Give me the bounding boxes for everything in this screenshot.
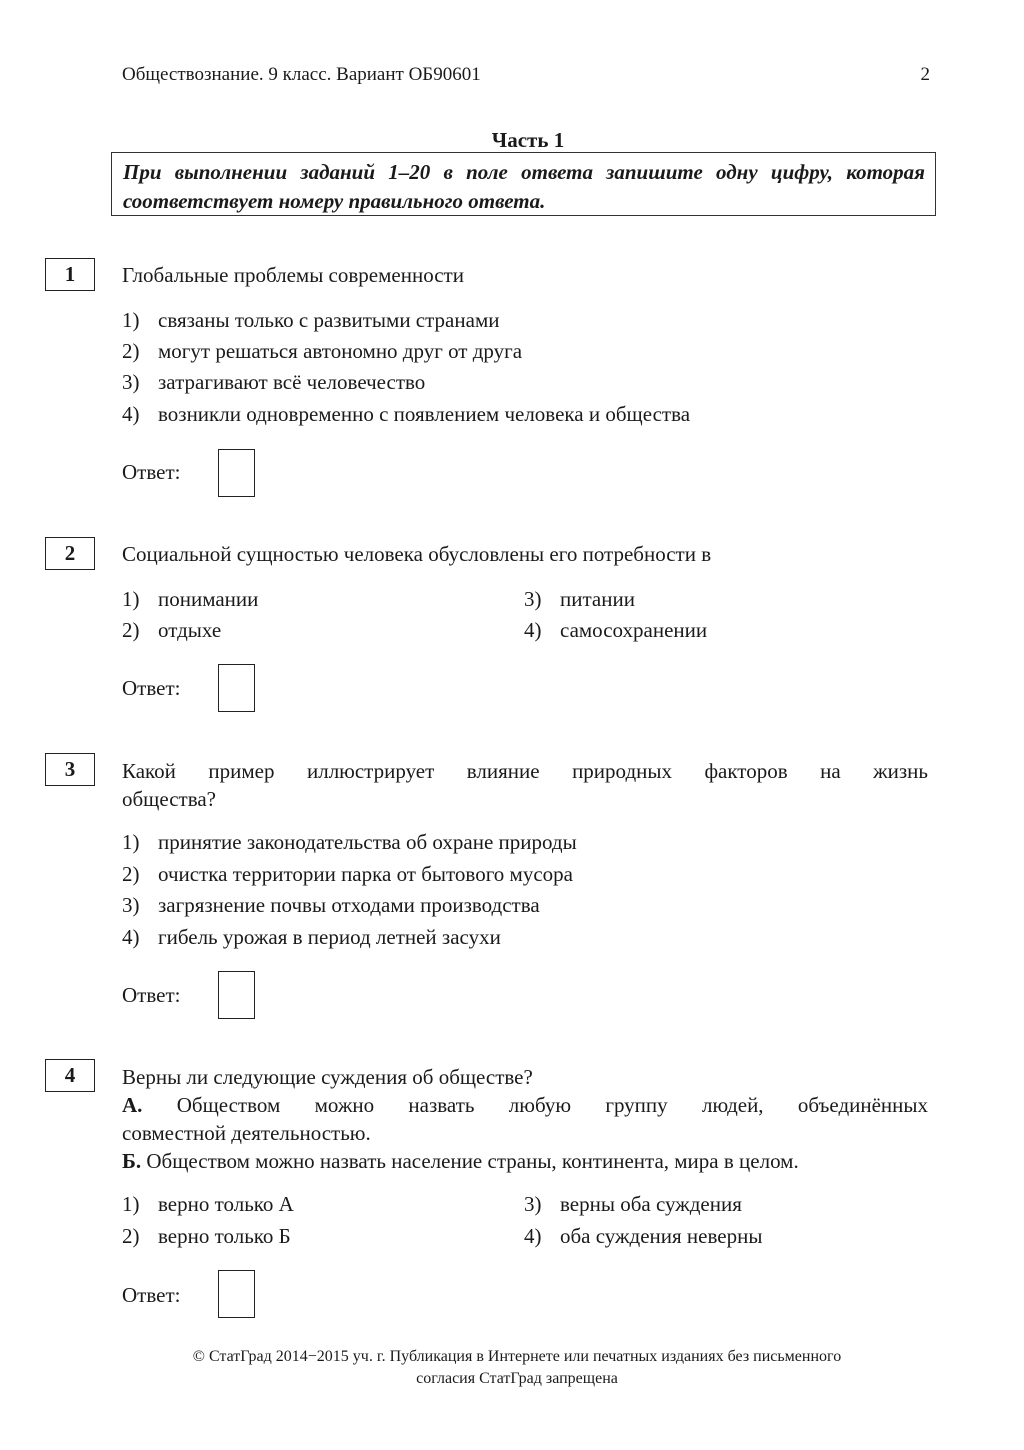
option-3-1 [122,828,577,856]
answer-box-4[interactable] [218,1270,255,1318]
option-number: 1) [122,1192,140,1216]
option-text: затрагивают всё человечество [158,370,426,394]
question-number-3: 3 [45,753,95,786]
option-4-1 [122,1190,294,1218]
question-number-2: 2 [45,537,95,570]
option-number: 4) [524,1224,542,1248]
option-number: 2) [122,1224,140,1248]
option-text: понимании [158,587,259,611]
option-number: 2) [122,862,140,886]
option-text: верны оба суждения [560,1192,742,1216]
option-text: оба суждения неверны [560,1224,763,1248]
option-4-4 [524,1222,762,1250]
option-2-4 [524,616,707,644]
option-number: 3) [524,1192,542,1216]
option-text: гибель урожая в период летней засухи [158,925,501,949]
option-3-2 [122,860,573,888]
option-number: 1) [122,587,140,611]
instructions-box: При выполнении заданий 1–20 в поле ответа запишите одну цифру, которая соответствует номеру правильного ответа. [111,152,936,216]
option-text: верно только А [158,1192,294,1216]
answer-label-1: Ответ: [122,460,181,484]
option-number: 4) [122,925,140,949]
option-number: 1) [122,830,140,854]
option-1-2 [122,337,522,365]
option-text: отдыхе [158,618,222,642]
answer-box-3[interactable] [218,971,255,1019]
option-text: возникли одновременно с появлением человека и общества [158,402,691,426]
question-text-2: Социальной сущностью человека обусловлены его потребности в [122,542,712,566]
answer-box-1[interactable] [218,449,255,497]
statement-b-label: Б. [122,1149,142,1173]
question-text-3-line2: общества? [122,787,216,811]
question-text-1: Глобальные проблемы современности [122,263,464,287]
question-text-3-line1: Какой пример иллюстрирует влияние природных факторов на жизнь [122,759,928,783]
statement-b-text: Обществом можно назвать население страны, континента, мира в целом. [146,1149,799,1173]
option-number: 3) [122,893,140,917]
option-3-3 [122,891,540,919]
option-number: 2) [122,339,140,363]
statement-a-line2: совместной деятельностью. [122,1121,371,1145]
option-number: 3) [122,370,140,394]
option-number: 4) [122,402,140,426]
option-number: 4) [524,618,542,642]
option-2-3 [524,585,635,613]
option-4-3 [524,1190,742,1218]
option-2-1 [122,585,258,613]
option-text: очистка территории парка от бытового мусора [158,862,573,886]
answer-label-2: Ответ: [122,676,181,700]
option-text: связаны только с развитыми странами [158,308,500,332]
option-text: могут решаться автономно друг от друга [158,339,523,363]
statement-a-label: А. [122,1093,143,1117]
option-text: самосохранении [560,618,708,642]
header-title: Обществознание. 9 класс. Вариант ОБ90601 [122,64,481,85]
option-2-2 [122,616,221,644]
question-text-4: Верны ли следующие суждения об обществе? [122,1065,533,1089]
statement-a-line1 [122,1091,928,1119]
page-number: 2 [920,64,930,85]
option-1-3 [122,368,425,396]
option-1-4 [122,400,690,428]
statement-a-text: Обществом можно назвать любую группу людей, объединённых [176,1093,929,1117]
part-title: Часть 1 [491,128,565,152]
option-number: 1) [122,308,140,332]
footer-line-2: согласия СтатГрад запрещена [416,1370,618,1387]
footer-line-1: © СтатГрад 2014−2015 уч. г. Публикация в Интернете или печатных изданиях без письменного [192,1348,842,1365]
option-text: верно только Б [158,1224,291,1248]
option-number: 3) [524,587,542,611]
answer-box-2[interactable] [218,664,255,712]
question-number-4: 4 [45,1059,95,1092]
option-number: 2) [122,618,140,642]
option-text: загрязнение почвы отходами производства [158,893,540,917]
answer-label-3: Ответ: [122,983,181,1007]
question-number-1: 1 [45,258,95,291]
footer [0,1346,1024,1390]
option-4-2 [122,1222,291,1250]
statement-b [122,1147,928,1175]
answer-label-4: Ответ: [122,1283,181,1307]
option-1-1 [122,306,499,334]
option-text: питании [560,587,635,611]
option-text: принятие законодательства об охране природы [158,830,577,854]
option-3-4 [122,923,501,951]
